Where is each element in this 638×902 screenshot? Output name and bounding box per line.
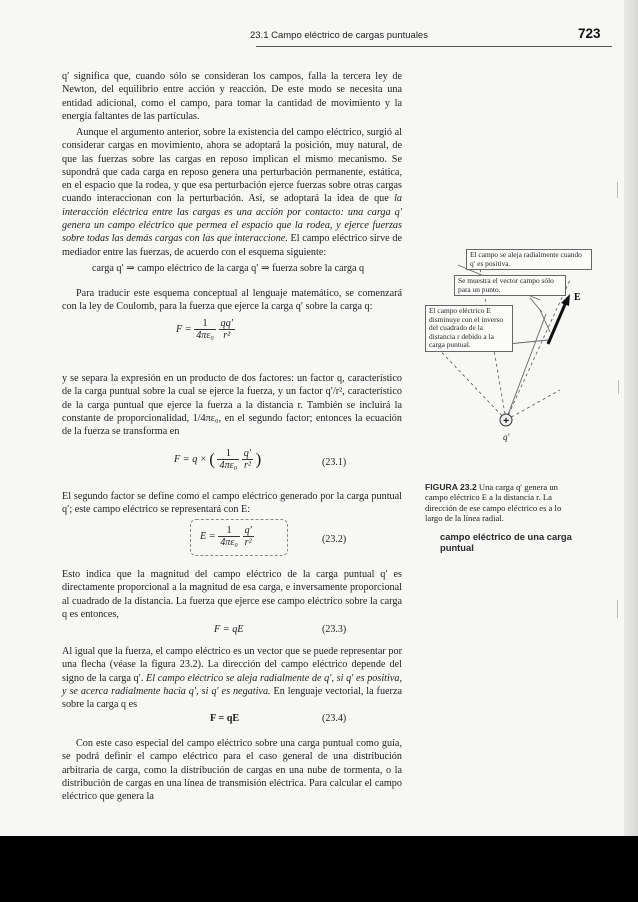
page-number: 723 xyxy=(578,26,601,41)
paragraph-4: y se separa la expresión en un producto de dos factores: un factor q, característico de la carga puntual sobre la cual se ejerce la fuerza, y un factor q′/r², característico de la carga puntual que ejerce la fuerza a la distancia r. También se incluirá la constante de proporcionalidad, 1/4πε₀, en el segundo factor; entonces la ecuación de la fuerza se transforma en xyxy=(62,373,402,438)
header-rule xyxy=(256,46,612,47)
callout-inverse-square: El campo eléctrico E disminuye con el inverso del cuadrado de la distancia r debido a la carga puntual. xyxy=(425,305,513,352)
callout-leader xyxy=(530,298,542,312)
charge-sign: + xyxy=(503,416,509,427)
scan-artifact xyxy=(617,182,618,198)
radial-line xyxy=(506,390,560,420)
paragraph-2: Aunque el argumento anterior, sobre la existencia del campo eléctrico, surgió al considerar cargas en movimiento, ahora se adoptará la posición, muy natural, de que las fuerzas sobre las cargas en reposo implican el mismo mecanismo. Se supondrá que cada carga en reposo genera una perturbación permanente, estática, en el espacio que la rodea, y que esa perturbación ejerce fuerzas sobre otras cargas cuando interaccionan con la perturbación. Así, se adoptará la idea de que la interacción eléctrica entre las cargas es una acción por contacto: una carga q′ genera un campo eléctrico que permea el espacio que la rodea, y ejerce fuerzas sobre todas las demás cargas con las que interaccione. El campo eléctrico sirve de mediador entre las fuerzas, de acuerdo con el esquema siguiente: xyxy=(62,127,402,258)
vector-label: E xyxy=(574,292,581,303)
callout-one-point: Se muestra el vector campo sólo para un punto. xyxy=(454,275,566,296)
charge-label: q′ xyxy=(503,432,510,442)
figure-caption: FIGURA 23.2 Una carga q′ genera un campo eléctrico E a la distancia r. La dirección de ese campo eléctrico es a lo largo de la línea radial. xyxy=(425,482,562,524)
equation-number-23-4: (23.4) xyxy=(322,713,347,724)
scan-artifact xyxy=(618,380,619,394)
paragraph-8: Con este caso especial del campo eléctrico sobre una carga puntual como guía, se podrá definir el campo eléctrico para el caso general de una distribución arbitraria de carga, como la distribución de cargas en una nube de tormenta, o la distribución de cargas en una línea de transmisión eléctrica. Para calcular el campo eléctrico que genera la xyxy=(62,738,402,803)
emphasis-radial-direction: El campo eléctrico se aleja radialmente de q′, si q′ es positiva, y se acerca radialmente hacia q′, si q′ es negativa. xyxy=(62,672,402,697)
equation-23-2: E = $\frac{1}{\text{4πε₀}}$ $\frac{q'}{\text{r²}}$ xyxy=(200,525,252,548)
callout-radial: El campo se aleja radialmente cuando q′ es positiva. xyxy=(466,249,592,270)
scan-artifact xyxy=(617,600,618,618)
field-scheme: carga q′ ⇒ campo eléctrico de la carga q′ ⇒ fuerza sobre la carga q xyxy=(92,263,365,274)
page-edge-shadow xyxy=(624,0,638,902)
paragraph-7: Al igual que la fuerza, el campo eléctrico es un vector que se puede representar por una flecha (véase la figura 23.2). La dirección del campo eléctrico depende del signo de la carga q′. El campo eléctrico se aleja radialmente de q′, si q′ es positiva, y se acerca radialmente hacia q′, si q′ es negativa. En lenguaje vectorial, la fuerza sobre la carga q es xyxy=(62,646,402,711)
paragraph-5: El segundo factor se define como el campo eléctrico generado por la carga puntual q′; este campo eléctrico se representará con E: xyxy=(62,491,402,516)
paragraph-6: Esto indica que la magnitud del campo eléctrico de la carga puntual q′ es directamente proporcional a la magnitud de esa carga, e inversamente proporcional al cuadrado de la distancia. La fuerza que ejerce ese campo eléctrico sobre la carga q es entonces, xyxy=(62,569,402,620)
margin-keyword: campo eléctrico de una carga puntual xyxy=(440,531,572,553)
callout-leader xyxy=(540,310,550,332)
equation-23-1: F = q × ( $\frac{1}{\text{4πε₀}}$ $\frac{q'}{\text{r²}}$ ) xyxy=(174,448,262,471)
equation-23-4: F = qE xyxy=(210,713,240,724)
paragraph-1: q′ significa que, cuando sólo se consideran los campos, falla la tercera ley de Newton, del equilibrio entre acción y reacción. De este modo se necesita una entidad adicional, como el campo, para tomar la cantidad de movimiento y la energía faltantes de las partículas. xyxy=(62,71,402,122)
emphasis-contact-action: la interacción eléctrica entre las cargas es una acción por contacto: una carga q′ genera un campo eléctrico que permea el espacio que la rodea, y ejerce fuerzas sobre todas las demás cargas con las que interaccione. xyxy=(62,193,402,245)
equation-23-3: F = qE xyxy=(214,624,244,635)
equation-number-23-1: (23.1) xyxy=(322,457,347,468)
paragraph-3: Para traducir este esquema conceptual al lenguaje matemático, se comenzará con la ley de Coulomb, para la fuerza que ejerce la carga q′ sobre la carga q: xyxy=(62,288,402,313)
equation-number-23-3: (23.3) xyxy=(322,624,347,635)
equation-number-23-2: (23.2) xyxy=(322,534,347,545)
running-header: 23.1 Campo eléctrico de cargas puntuales xyxy=(250,30,428,41)
coulomb-equation: F = $\frac{1}{\text{4πε₀}}$ $\frac{qq'}{\text{r²}}$ xyxy=(176,318,233,341)
scan-bottom-band xyxy=(0,836,638,902)
radial-line xyxy=(506,280,570,420)
